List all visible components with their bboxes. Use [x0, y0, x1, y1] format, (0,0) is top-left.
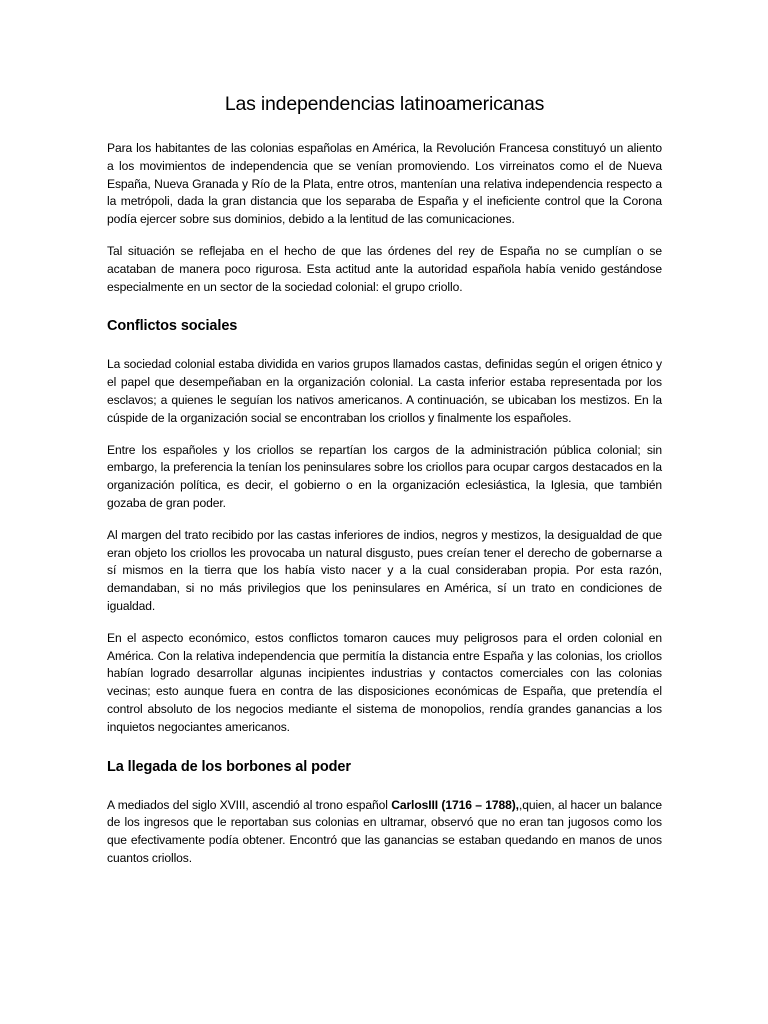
conflictos-paragraph-1: La sociedad colonial estaba dividida en varios grupos llamados castas, definidas según el origen étnico y el papel que desempeñaban en la organización colonial. La casta inferior estaba representada por los esclavos; a quienes le seguían los nativos americanos. A continuación, se ubicaban los mestizos. En la cúspide de la organización social se encontraban los criollos y finalmente los españoles. [107, 357, 662, 425]
conflictos-paragraph-3: Al margen del trato recibido por las castas inferiores de indios, negros y mestizos, la desigualdad de que eran objeto los criollos les provocaba un natural disgusto, pues creían tener el derecho de gobernarse a sí mismos en la tierra que los había visto nacer y a la cual consideraban propia. Por esta razón, demandaban, si no más privilegios que los peninsulares en América, sí un trato en condiciones de igualdad. [107, 527, 662, 613]
intro-paragraph-1: Para los habitantes de las colonias españolas en América, la Revolución Francesa constituyó un aliento a los movimientos de independencia que se venían promoviendo. Los virreinatos como el de Nueva España, Nueva Granada y Río de la Plata, entre otros, mantenían una relativa independencia respecto a la metrópoli, dada la gran distancia que los separaba de España y el ineficiente control que la Corona podía ejercer sobre sus dominios, debido a la lentitud de las comunicaciones. [107, 141, 662, 227]
section-heading-borbones: La llegada de los borbones al poder [107, 758, 351, 775]
borbones-text-before: A mediados del siglo XVIII, ascendió al trono español [107, 797, 392, 812]
intro-paragraph-2: Tal situación se reflejaba en el hecho de que las órdenes del rey de España no se cumplían o se acataban de manera poco rigurosa. Esta actitud ante la autoridad española había venido gestándose especialmente en un sector de la sociedad colonial: el grupo criollo. [107, 243, 662, 294]
conflictos-paragraph-4: En el aspecto económico, estos conflictos tomaron cauces muy peligrosos para el orden colonial en América. Con la relativa independencia que permitía la distancia entre España y las colonias, los criollos habían logrado desarrollar algunas incipientes industrias y contactos comerciales con las colonias vecinas; esto aunque fuera en contra de las disposiciones económicas de España, que pretendía el control absoluto de los negocios mediante el sistema de monopolios, rendía grandes ganancias a los inquietos negociantes americanos. [107, 630, 662, 734]
borbones-text-after: ,quien, al hacer un balance de los ingresos que le reportaban sus colonias en ultramar, observó que no eran tan jugosos como los que efectivamente podía obtener. Encontró que las ganancias se estaban quedando en manos de unos cuantos criollos. [107, 797, 662, 865]
borbones-paragraph-1 [107, 797, 662, 868]
carlos-iii-bold-text: CarlosIII (1716 – 1788), [391, 797, 519, 812]
document-title: Las independencias latinoamericanas [224, 93, 545, 115]
conflictos-paragraph-2: Entre los españoles y los criollos se repartían los cargos de la administración pública colonial; sin embargo, la preferencia la tenían los peninsulares sobre los criollos para ocupar cargos destacados en la organización política, es decir, el gobierno o en la organización eclesiástica, la Iglesia, que también gozaba de gran poder. [107, 442, 662, 510]
section-heading-conflictos: Conflictos sociales [107, 318, 238, 335]
